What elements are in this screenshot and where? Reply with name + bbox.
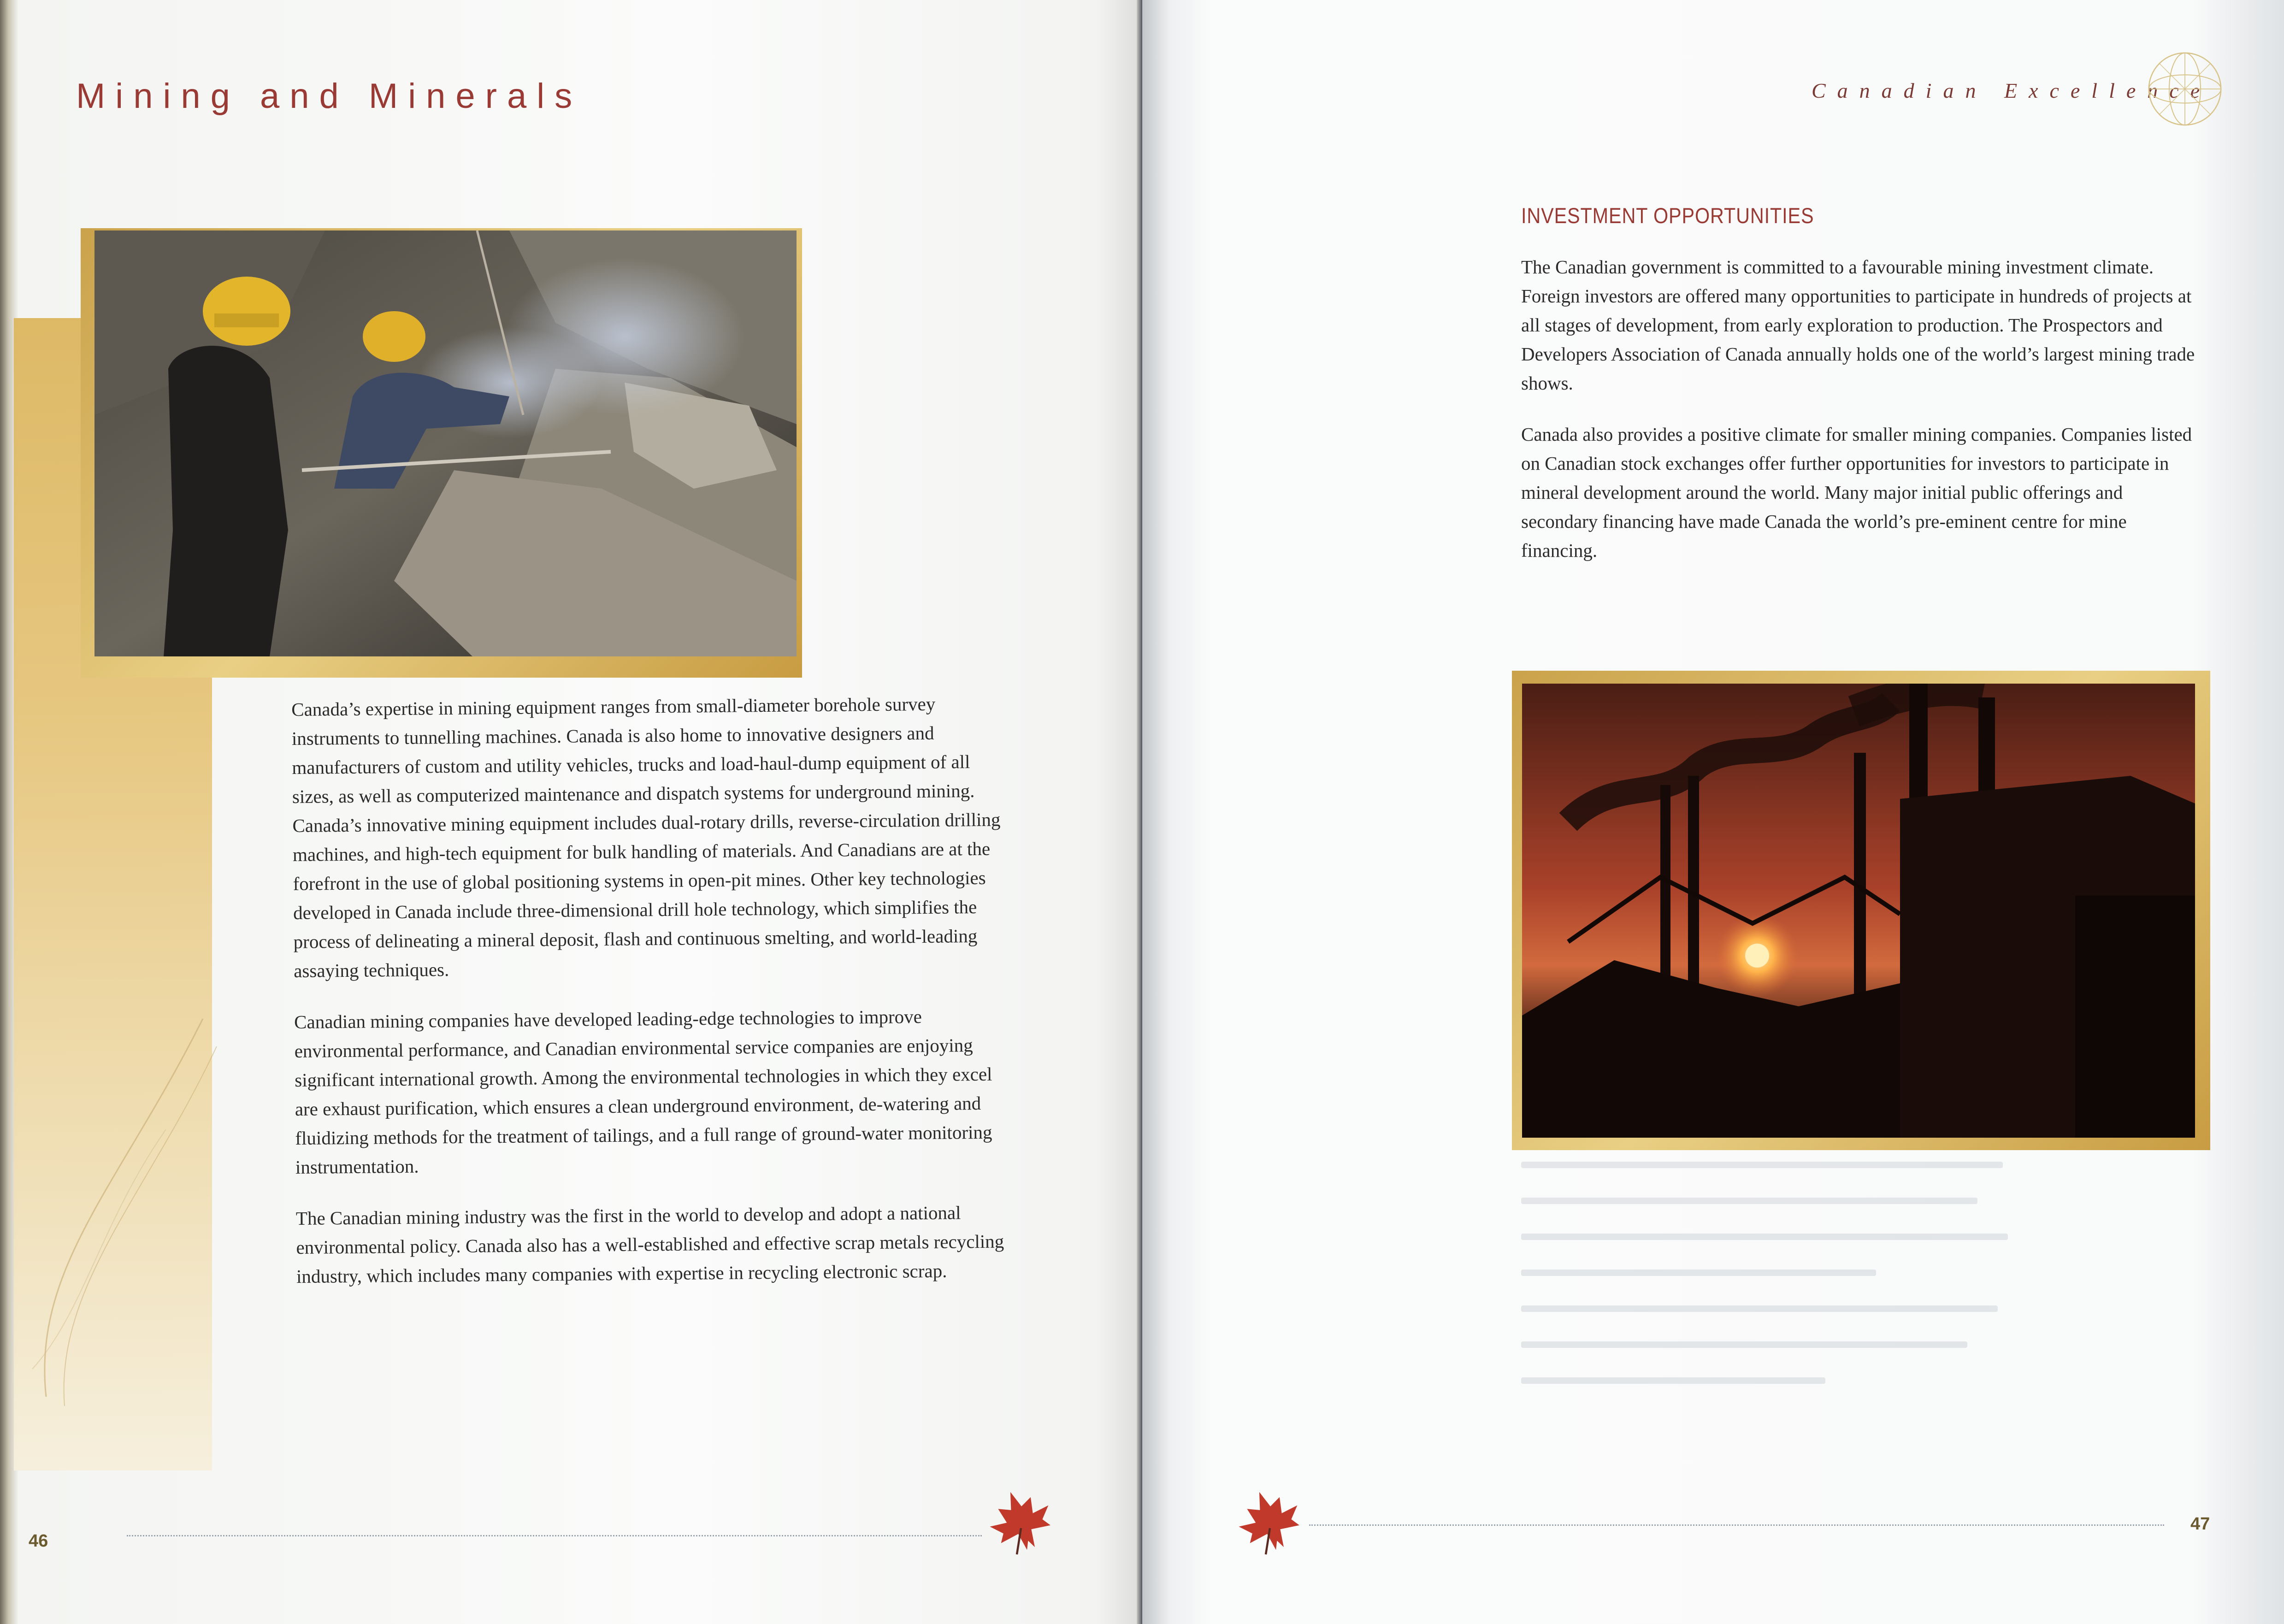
left-body-text	[291, 689, 1016, 1313]
maple-leaf-icon	[1235, 1487, 1304, 1556]
page-number: 46	[29, 1531, 48, 1551]
right-body-text	[1521, 253, 2199, 587]
page-number: 47	[2190, 1514, 2210, 1534]
decorative-swirl	[28, 991, 221, 1406]
footer-rule	[127, 1535, 982, 1536]
bleed-through-text	[1521, 1162, 2028, 1484]
maple-leaf-icon	[986, 1487, 1056, 1556]
globe-emblem-icon	[2146, 50, 2224, 128]
page-title: Mining and Minerals	[76, 77, 583, 116]
footer-rule	[1309, 1524, 2164, 1526]
running-head: Canadian Excellence	[1812, 79, 2212, 102]
paragraph: Canada’s expertise in mining equipment ranges from small-diameter borehole survey instruments to tunnelling machines. Canada is also home to innovative designers and manufacturers of custom and utility vehicles, trucks and load-haul-dump equipment of all sizes, as well as computerized maintenance and dispatch systems for underground mining. Canada’s innovative mining equipment includes dual-rotary drills, reverse-circulation drilling machines, and high-tech equipment for bulk handling of materials. And Canadians are at the forefront in the use of global positioning systems in open-pit mines. Other key technologies developed in Canada include three-dimensional drill hole technology, which simplifies the process of delineating a mineral deposit, flash and continuous smelting, and world-leading assaying techniques.	[291, 693, 1001, 981]
paragraph: The Canadian mining industry was the first in the world to develop and adopt a national environmental policy. Canada also has a well-established and effective scrap metals recycling industry, which includes many companies with expertise in recycling electronic scrap.	[295, 1202, 1004, 1287]
miners-photo	[94, 230, 797, 656]
smelter-photo	[1522, 684, 2195, 1138]
section-heading: INVESTMENT OPPORTUNITIES	[1521, 203, 1814, 228]
paragraph: The Canadian government is committed to a favourable mining investment climate. Foreign investors are offered many opportunities to participate in hundreds of projects at all stages of development, from early exploration to production. The Prospectors and Developers Association of Canada annually holds one of the world’s largest mining trade shows.	[1521, 256, 2195, 394]
paragraph: Canadian mining companies have developed leading-edge technologies to improve environmental performance, and Canadian environmental service companies are enjoying significant international growth. Among the environmental technologies in which they excel are exhaust purification, which ensures a clean underground environment, de-watering and fluidizing methods for the treatment of tailings, and a full range of ground-water monitoring instrumentation.	[294, 1006, 992, 1178]
paragraph: Canada also provides a positive climate for smaller mining companies. Companies listed on Canadian stock exchanges offer further opportunities for investors to participate in mineral development around the world. Many major initial public offerings and secondary financing have made Canada the world’s pre-eminent centre for mine financing.	[1521, 424, 2192, 561]
